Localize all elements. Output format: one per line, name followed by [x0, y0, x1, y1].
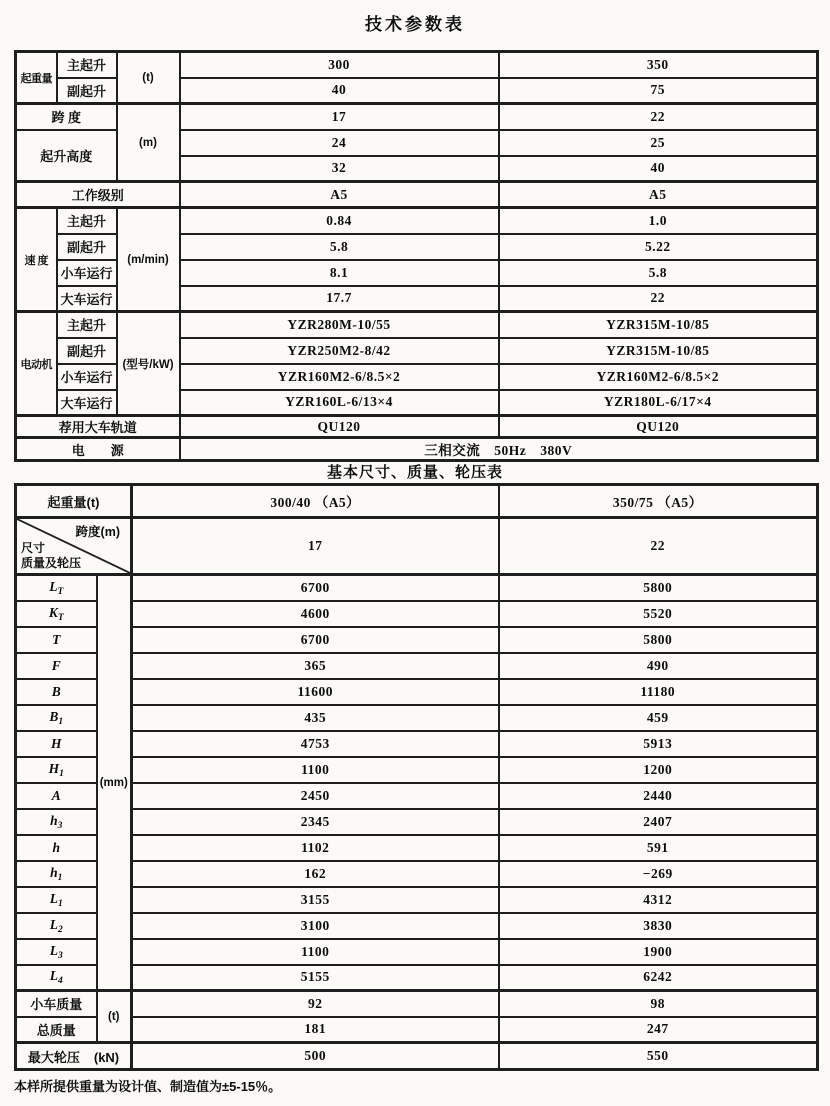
table1-title: 技术参数表 — [365, 15, 465, 34]
power-supply-label: 电 源 — [16, 438, 180, 461]
speed-group-label: 速 度 — [16, 208, 57, 312]
unit-t-cell: (t) — [97, 991, 132, 1043]
dimension-value-cell: 4600 — [132, 601, 499, 627]
unit-m-min: (m/min) — [117, 208, 180, 312]
dimension-value-cell: 2440 — [499, 783, 818, 809]
dimension-value-cell: 6700 — [132, 627, 499, 653]
mass-value-cell: 181 — [132, 1017, 499, 1043]
span-value: 17 — [180, 104, 499, 130]
diag-span-label: 跨度(m) — [75, 525, 120, 539]
recommended-rail-label: 荐用大车轨道 — [16, 416, 180, 438]
dimension-value-cell: 1102 — [132, 835, 499, 861]
unit-t: (t) — [117, 52, 180, 104]
dimension-value-cell: 3830 — [499, 913, 818, 939]
speed-value: 8.1 — [180, 260, 499, 286]
main-hoist-label: 主起升 — [57, 208, 117, 234]
capacity-header-label: 起重量(t) — [16, 485, 132, 518]
dimension-value-cell: 5800 — [499, 575, 818, 601]
wheel-load-value-cell: 550 — [499, 1043, 818, 1070]
dimension-value-cell: 365 — [132, 653, 499, 679]
dimension-symbol-cell: $H_1$ — [16, 757, 97, 783]
mass-label-cell: 小车质量 — [16, 991, 97, 1017]
lifting-capacity-label: 起重量 — [16, 52, 57, 104]
speed-value: 22 — [499, 286, 818, 312]
dimension-value-cell: 4312 — [499, 887, 818, 913]
aux-capacity-value: 75 — [499, 78, 818, 104]
dimension-symbol-cell: T — [16, 627, 97, 653]
crane-travel-label: 大车运行 — [57, 286, 117, 312]
mass-label-cell: 总质量 — [16, 1017, 97, 1043]
lifting-height-value: 32 — [180, 156, 499, 182]
dimension-value-cell: 4753 — [132, 731, 499, 757]
dimension-value-cell: 11180 — [499, 679, 818, 705]
dimension-value-cell: 435 — [132, 705, 499, 731]
power-supply-value: 三相交流 50Hz 380V — [180, 438, 818, 461]
dimension-symbol-cell: $h_1$ — [16, 861, 97, 887]
dimension-value-cell: 5800 — [499, 627, 818, 653]
trolley-travel-label: 小车运行 — [57, 364, 117, 390]
dimension-symbol-cell: $h_3$ — [16, 809, 97, 835]
dimension-symbol-cell: $B_1$ — [16, 705, 97, 731]
lifting-height-value: 25 — [499, 130, 818, 156]
motor-model-value: YZR280M-10/55 — [180, 312, 499, 338]
lifting-height-value: 40 — [499, 156, 818, 182]
dimension-value-cell: 11600 — [132, 679, 499, 705]
dimension-value-cell: 3155 — [132, 887, 499, 913]
speed-value: 17.7 — [180, 286, 499, 312]
dimension-symbol-cell: $K_T$ — [16, 601, 97, 627]
dimension-value-cell: 3100 — [132, 913, 499, 939]
aux-hoist-label: 副起升 — [57, 78, 117, 104]
motor-model-value: YZR315M-10/85 — [499, 338, 818, 364]
dimension-symbol-cell: h — [16, 835, 97, 861]
dimension-symbol-cell: A — [16, 783, 97, 809]
dimension-value-cell: 2345 — [132, 809, 499, 835]
duty-class-label: 工作级别 — [16, 182, 180, 208]
dimension-value-cell: 1100 — [132, 939, 499, 965]
table2-title: 基本尺寸、质量、轮压表 — [326, 464, 503, 481]
unit-mm-cell: (mm) — [97, 575, 132, 991]
span-value: 22 — [499, 104, 818, 130]
aux-hoist-label: 副起升 — [57, 338, 117, 364]
speed-value: 5.8 — [180, 234, 499, 260]
dimension-symbol-cell: $L_2$ — [16, 913, 97, 939]
dimension-value-cell: −269 — [499, 861, 818, 887]
speed-value: 0.84 — [180, 208, 499, 234]
dimension-value-cell: 1900 — [499, 939, 818, 965]
dimension-symbol-cell: $L_T$ — [16, 575, 97, 601]
motor-model-value: YZR250M2-8/42 — [180, 338, 499, 364]
dimension-symbol-cell: F — [16, 653, 97, 679]
dimension-value-cell: 162 — [132, 861, 499, 887]
duty-class-value: A5 — [499, 182, 818, 208]
dimension-value-cell: 591 — [499, 835, 818, 861]
mass-value-cell: 92 — [132, 991, 499, 1017]
motor-model-value: YZR180L-6/17×4 — [499, 390, 818, 416]
motor-model-value: YZR160L-6/13×4 — [180, 390, 499, 416]
wheel-load-label-cell — [16, 1043, 132, 1070]
main-capacity-value: 300 — [180, 52, 499, 78]
crane-travel-label: 大车运行 — [57, 390, 117, 416]
unit-model-kw: (型号/kW) — [117, 312, 180, 416]
unit-m: (m) — [117, 104, 180, 182]
dimension-value-cell: 5155 — [132, 965, 499, 991]
span-value: 17 — [132, 518, 499, 575]
lifting-height-value: 24 — [180, 130, 499, 156]
dimension-value-cell: 6242 — [499, 965, 818, 991]
dimension-symbol-cell: $L_3$ — [16, 939, 97, 965]
dimension-value-cell: 1200 — [499, 757, 818, 783]
motor-model-value: YZR315M-10/85 — [499, 312, 818, 338]
main-hoist-label: 主起升 — [57, 312, 117, 338]
motor-group-label: 电动机 — [16, 312, 57, 416]
main-capacity-value: 350 — [499, 52, 818, 78]
rail-type-value: QU120 — [499, 416, 818, 438]
main-hoist-label: 主起升 — [57, 52, 117, 78]
diag-dimension-mass-label: 尺寸 质量及轮压 — [21, 541, 82, 570]
capacity-header-col1: 300/40 （A5） — [132, 485, 499, 518]
dimension-value-cell: 5913 — [499, 731, 818, 757]
duty-class-value: A5 — [180, 182, 499, 208]
rail-type-value: QU120 — [180, 416, 499, 438]
dimension-value-cell: 6700 — [132, 575, 499, 601]
wheel-load-value-cell: 500 — [132, 1043, 499, 1070]
mass-value-cell: 98 — [499, 991, 818, 1017]
span-value: 22 — [499, 518, 818, 575]
dimension-symbol-cell: B — [16, 679, 97, 705]
dimensions-mass-wheelload-table — [14, 483, 819, 1071]
lifting-height-label: 起升高度 — [16, 130, 117, 182]
technical-parameters-table — [14, 50, 819, 462]
mass-value-cell: 247 — [499, 1017, 818, 1043]
dimension-symbol-cell: H — [16, 731, 97, 757]
dimension-value-cell: 490 — [499, 653, 818, 679]
wheel-load-label: 最大轮压 — [27, 1049, 80, 1065]
dimension-value-cell: 1100 — [132, 757, 499, 783]
speed-value: 5.8 — [499, 260, 818, 286]
speed-value: 5.22 — [499, 234, 818, 260]
dimension-value-cell: 2450 — [132, 783, 499, 809]
footnote: 本样所提供重量为设计值、制造值为±5-15％。 — [14, 1079, 282, 1094]
dimension-symbol-cell: $L_1$ — [16, 887, 97, 913]
trolley-travel-label: 小车运行 — [57, 260, 117, 286]
span-label: 跨 度 — [16, 104, 117, 130]
motor-model-value: YZR160M2-6/8.5×2 — [499, 364, 818, 390]
dimension-value-cell: 5520 — [499, 601, 818, 627]
aux-hoist-label: 副起升 — [57, 234, 117, 260]
dimension-value-cell: 2407 — [499, 809, 818, 835]
speed-value: 1.0 — [499, 208, 818, 234]
unit-kn: (kN) — [93, 1049, 120, 1065]
capacity-header-col2: 350/75 （A5） — [499, 485, 818, 518]
dimension-symbol-cell: $L_4$ — [16, 965, 97, 991]
dimension-value-cell: 459 — [499, 705, 818, 731]
aux-capacity-value: 40 — [180, 78, 499, 104]
motor-model-value: YZR160M2-6/8.5×2 — [180, 364, 499, 390]
diagonal-header-cell — [16, 518, 132, 575]
